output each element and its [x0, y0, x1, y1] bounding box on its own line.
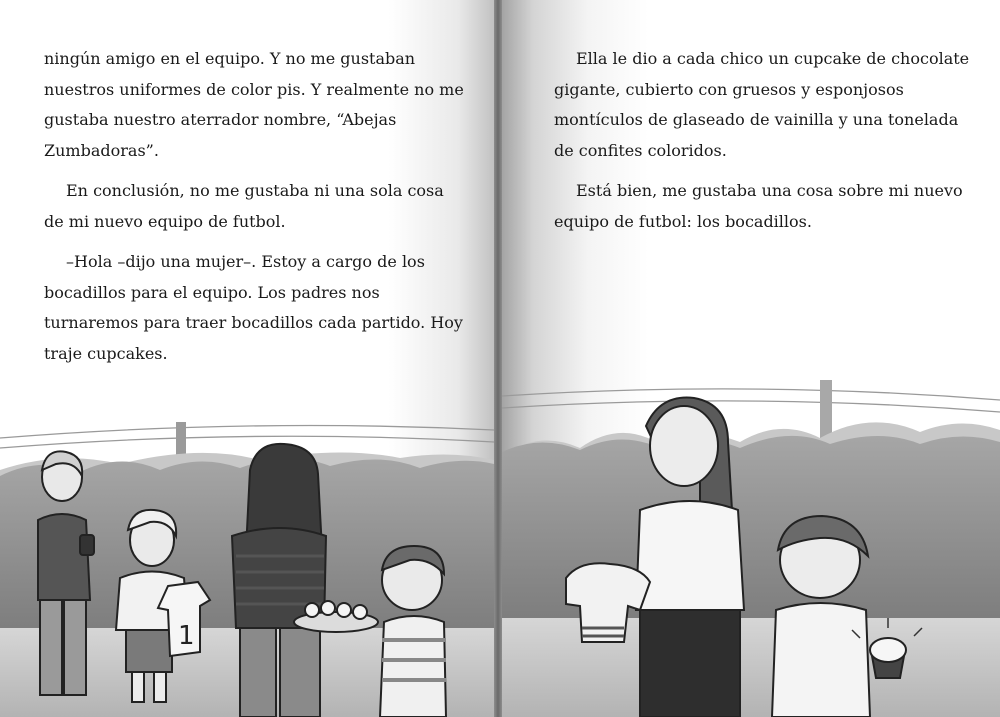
paragraph: –Hola –dijo una mujer–. Estoy a cargo de los bocadillos para el equipo. Los padres nos turnaremos para traer bocadillos cada partido. Hoy traje cupcakes. [44, 252, 463, 363]
paragraph: Ella le dio a cada chico un cupcake de chocolate gigante, cubierto con gruesos y esponjosos montículos de glaseado de vainilla y una tonelada de confites coloridos. [554, 49, 970, 160]
book-gutter [494, 0, 502, 717]
smirking-boy [380, 546, 446, 717]
jersey-number: 1 [178, 621, 195, 651]
paragraph: ningún amigo en el equipo. Y no me gustaban nuestros uniformes de color pis. Y realmente no me gustaba nuestro aterrador nombre, “Abejas Zumbadoras”. [44, 49, 464, 160]
grass-field [502, 618, 1000, 717]
cupcake-icon [870, 638, 906, 678]
left-page-text [44, 44, 464, 379]
paragraph: Está bien, me gustaba una cosa sobre mi nuevo equipo de futbol: los bocadillos. [554, 181, 963, 231]
right-page-text [554, 44, 974, 247]
paragraph: En conclusión, no me gustaba ni una sola cosa de mi nuevo equipo de futbol. [44, 181, 444, 231]
